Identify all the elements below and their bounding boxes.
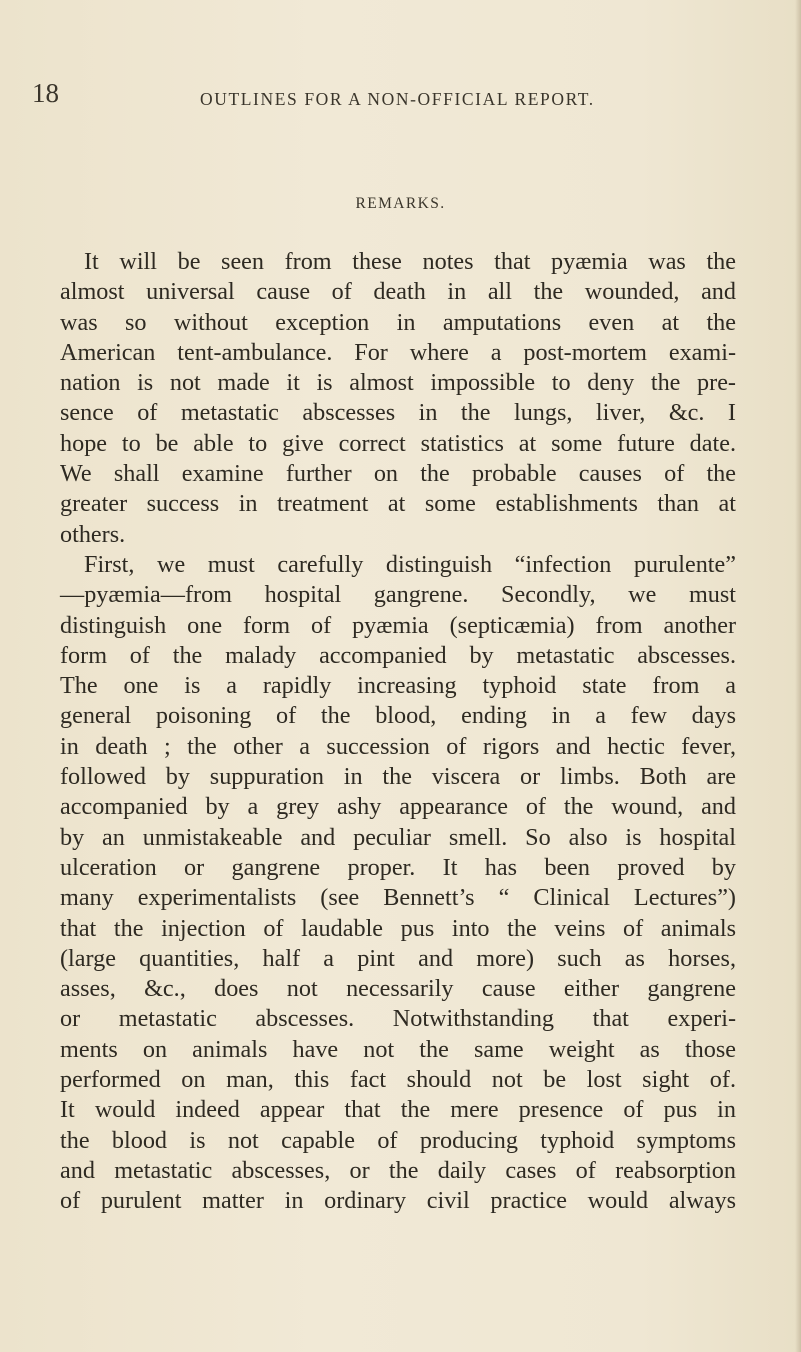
text-line: others. [60, 520, 126, 548]
text-line: American tent-ambulance. For where a post-mortem exami- [60, 338, 736, 366]
text-line: by an unmistakeable and peculiar smell. So also is hospital [60, 823, 736, 851]
text-line: hope to be able to give correct statistics at some future date. [60, 429, 736, 457]
text-line: asses, &c., does not necessarily cause either gangrene [60, 975, 736, 1003]
text-line: in death ; the other a succession of rigors and hectic fever, [60, 732, 736, 760]
text-line: It would indeed appear that the mere presence of pus in [60, 1096, 736, 1124]
text-line: —pyæmia—from hospital gangrene. Secondly, we must [60, 581, 736, 609]
text-line: and metastatic abscesses, or the daily cases of reabsorption [60, 1156, 736, 1184]
text-line: The one is a rapidly increasing typhoid state from a [60, 672, 736, 700]
text-line: ulceration or gangrene proper. It has been proved by [60, 853, 736, 881]
text-line: form of the malady accompanied by metastatic abscesses. [60, 641, 736, 669]
text-line: accompanied by a grey ashy appearance of the wound, and [60, 793, 736, 821]
body-text [60, 247, 736, 1217]
text-line: sence of metastatic abscesses in the lungs, liver, &c. I [60, 399, 736, 427]
text-line: greater success in treatment at some establishments than at [60, 490, 736, 518]
text-line: of purulent matter in ordinary civil practice would always [60, 1187, 736, 1215]
running-head: OUTLINES FOR A NON-OFFICIAL REPORT. [200, 89, 595, 109]
text-line: We shall examine further on the probable causes of the [60, 460, 736, 488]
text-line: that the injection of laudable pus into the veins of animals [60, 914, 736, 942]
text-line: many experimentalists (see Bennett’s “ Clinical Lectures”) [60, 884, 736, 912]
text-line: ments on animals have not the same weight as those [60, 1035, 736, 1063]
section-title: REMARKS. [355, 195, 446, 212]
text-line: followed by suppuration in the viscera or limbs. Both are [60, 763, 736, 791]
page-number: 18 [32, 78, 59, 108]
text-line: nation is not made it is almost impossible to deny the pre- [60, 369, 736, 397]
text-line: distinguish one form of pyæmia (septicæmia) from another [60, 611, 736, 639]
text-line: (large quantities, half a pint and more) such as horses, [60, 944, 736, 972]
text-line: First, we must carefully distinguish “infection purulente” [84, 550, 736, 578]
text-line: almost universal cause of death in all the wounded, and [60, 278, 736, 306]
text-line: was so without exception in amputations even at the [60, 308, 736, 336]
text-line: general poisoning of the blood, ending in a few days [60, 702, 736, 730]
text-line: the blood is not capable of producing typhoid symptoms [60, 1126, 736, 1154]
text-line: It will be seen from these notes that pyæmia was the [84, 248, 736, 275]
text-line: or metastatic abscesses. Notwithstanding that experi- [60, 1005, 736, 1033]
text-line: performed on man, this fact should not be lost sight of. [60, 1066, 736, 1094]
